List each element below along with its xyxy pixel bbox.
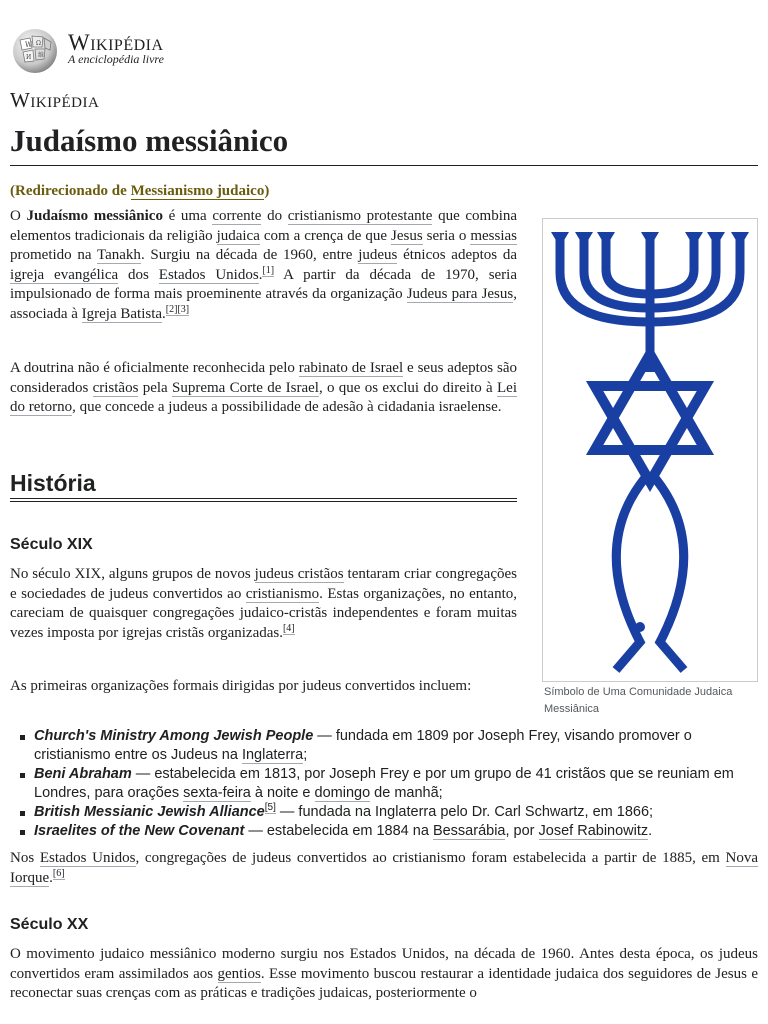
link-tanakh[interactable]: Tanakh	[97, 247, 141, 264]
menorah-cup	[707, 232, 725, 242]
link-domingo[interactable]: domingo	[314, 785, 371, 801]
list-item: Church's Ministry Among Jewish People — fundada em 1809 por Joseph Frey, visando promover o cristianismo entre os Judeus na Inglaterra;	[10, 727, 758, 765]
messianic-seal-image[interactable]	[548, 222, 752, 678]
link-cristianismo-protestante[interactable]: cristianismo protestante	[287, 208, 433, 224]
menorah-cup	[685, 232, 703, 242]
link-cristianismo[interactable]: cristianismo	[245, 585, 320, 602]
link-suprema-corte[interactable]: Suprema Corte de Israel	[172, 379, 319, 396]
link-igreja-evangelica[interactable]: igreja evangélica	[10, 266, 119, 283]
org-name: Israelites of the New Covenant	[34, 823, 245, 839]
link-josef-rabinowitz[interactable]: Josef Rabinowitz	[538, 823, 649, 839]
article-subject: Judaísmo messiânico	[26, 208, 163, 224]
list-item: British Messianic Jewish Alliance[5] — fundada na Inglaterra pelo Dr. Carl Schwartz, em 1866;	[10, 803, 758, 822]
reference-1[interactable]: [1]	[262, 264, 275, 276]
link-gentios[interactable]: gentios	[217, 965, 261, 982]
link-rabinato-de-israel[interactable]: rabinato de Israel	[298, 360, 404, 376]
menorah-cup	[575, 232, 593, 242]
menorah-cup	[731, 232, 749, 242]
organizations-intro: As primeiras organizações formais dirigidas por judeus convertidos incluem:	[10, 678, 472, 694]
organizations-list	[10, 727, 758, 841]
menorah-cup	[551, 232, 569, 242]
intro-paragraph: O Judaísmo messiânico é uma corrente do cristianismo protestante que combina elementos tradicionais da religião judaica com a crença de que Jesus seria o messias prometido na Tanakh. Surgiu na década de 1960, entre judeus étnicos adeptos da igreja evangélica dos Estados Unidos.[1] A partir da década de 1970, seria impulsionado de forma mais proeminente através da organização Judeus para Jesus, associada à Igreja Batista.[2][3]	[10, 208, 518, 322]
star-triangle-down	[595, 386, 706, 482]
link-nova-iorque[interactable]: Nova Iorque	[10, 850, 758, 886]
link-corrente[interactable]: corrente	[212, 208, 262, 224]
svg-text:W: W	[25, 41, 33, 49]
menorah-cup	[597, 232, 615, 242]
reference-6[interactable]: [6]	[52, 867, 65, 879]
fish-outline	[616, 472, 684, 670]
seculo-xx-paragraph: O movimento judaico messiânico moderno surgiu nos Estados Unidos, na década de 1960. Antes desta época, os judeus convertidos eram assimilados aos gentios. Esse movimento buscou restaurar a identidade judaica dos seguidores de Jesus e reconectar suas crenças com as práticas e tradições judaicas, posteriormente o	[10, 946, 758, 1002]
link-messias[interactable]: messias	[470, 227, 517, 244]
fish-eye	[635, 622, 645, 632]
link-estados-unidos[interactable]: Estados Unidos	[158, 266, 259, 283]
us-congregations-paragraph: Nos Estados Unidos, congregações de judeus convertidos ao cristianismo foram estabelecida a partir de 1885, em Nova Iorque.[6]	[10, 850, 758, 886]
section-divider	[10, 498, 517, 502]
reference-3[interactable]: [3]	[177, 303, 190, 315]
link-igreja-batista[interactable]: Igreja Batista	[81, 305, 163, 322]
list-item: Israelites of the New Covenant — estabelecida em 1884 na Bessarábia, por Josef Rabinowitz.	[10, 822, 758, 841]
link-cristaos[interactable]: cristãos	[92, 379, 139, 396]
seculo-xix-paragraph: No século XIX, alguns grupos de novos judeus cristãos tentaram criar congregações e sociedades de judeus convertidos ao cristianismo. Estas organizações, no entanto, careciam de quaisquer congregações judaico-cristãs independentes e foram muitas vezes imposta por igrejas cristãs organizadas.[4]	[10, 566, 517, 641]
redirect-link[interactable]: Messianismo judaico	[130, 183, 265, 199]
reference-4[interactable]: [4]	[282, 622, 295, 634]
menorah-cup	[641, 232, 659, 242]
list-item: Beni Abraham — estabelecida em 1813, por Joseph Frey e por um grupo de 41 cristãos que se reuniam em Londres, para orações sexta-feira à noite e domingo de manhã;	[10, 765, 758, 803]
org-name: Beni Abraham	[34, 766, 132, 782]
site-tagline: A enciclopédia livre	[68, 52, 164, 66]
section-heading-historia: História	[10, 470, 96, 496]
org-name: British Messianic Jewish Alliance	[34, 804, 265, 820]
reference-2[interactable]: [2]	[165, 303, 178, 315]
redirect-suffix: )	[264, 183, 270, 199]
svg-text:Ω: Ω	[36, 40, 41, 47]
link-judaica[interactable]: judaica	[216, 227, 260, 244]
org-name: Church's Ministry Among Jewish People	[34, 728, 314, 744]
redirect-prefix: (Redirecionado de	[10, 183, 131, 199]
link-inglaterra[interactable]: Inglaterra	[241, 747, 304, 763]
reference-5[interactable]: [5]	[264, 802, 276, 814]
link-bessarabia[interactable]: Bessarábia	[432, 823, 506, 839]
site-wordmark-secondary: Wikipédia	[10, 88, 100, 112]
link-sexta-feira[interactable]: sexta-feira	[183, 785, 251, 801]
page-title: Judaísmo messiânico	[10, 123, 289, 158]
subsection-heading-seculo-xix: Século XIX	[10, 536, 93, 553]
wikipedia-globe-logo[interactable]	[10, 26, 60, 76]
link-judeus[interactable]: judeus	[358, 247, 398, 264]
site-wordmark[interactable]: Wikipédia	[68, 30, 164, 55]
link-judeus-para-jesus[interactable]: Judeus para Jesus	[406, 286, 514, 303]
link-lei-do-retorno[interactable]: Lei do retorno	[10, 379, 517, 416]
link-jesus[interactable]: Jesus	[390, 227, 423, 244]
redirect-notice	[10, 183, 269, 200]
link-estados-unidos-2[interactable]: Estados Unidos	[39, 850, 136, 866]
svg-text:И: И	[26, 54, 32, 61]
figure-caption: Símbolo de Uma Comunidade Judaica Messiânica	[544, 686, 733, 715]
link-judeus-cristaos[interactable]: judeus cristãos	[254, 566, 344, 582]
doctrine-paragraph: A doutrina não é oficialmente reconhecida pelo rabinato de Israel e seus adeptos são considerados cristãos pela Suprema Corte de Israel, o que os exclui do direito à Lei do retorno, que concede a judeus a possibilidade de adesão à cidadania israelense.	[10, 360, 517, 416]
subsection-heading-seculo-xx: Século XX	[10, 916, 89, 933]
title-divider	[10, 165, 758, 166]
svg-text:維: 維	[38, 52, 45, 59]
